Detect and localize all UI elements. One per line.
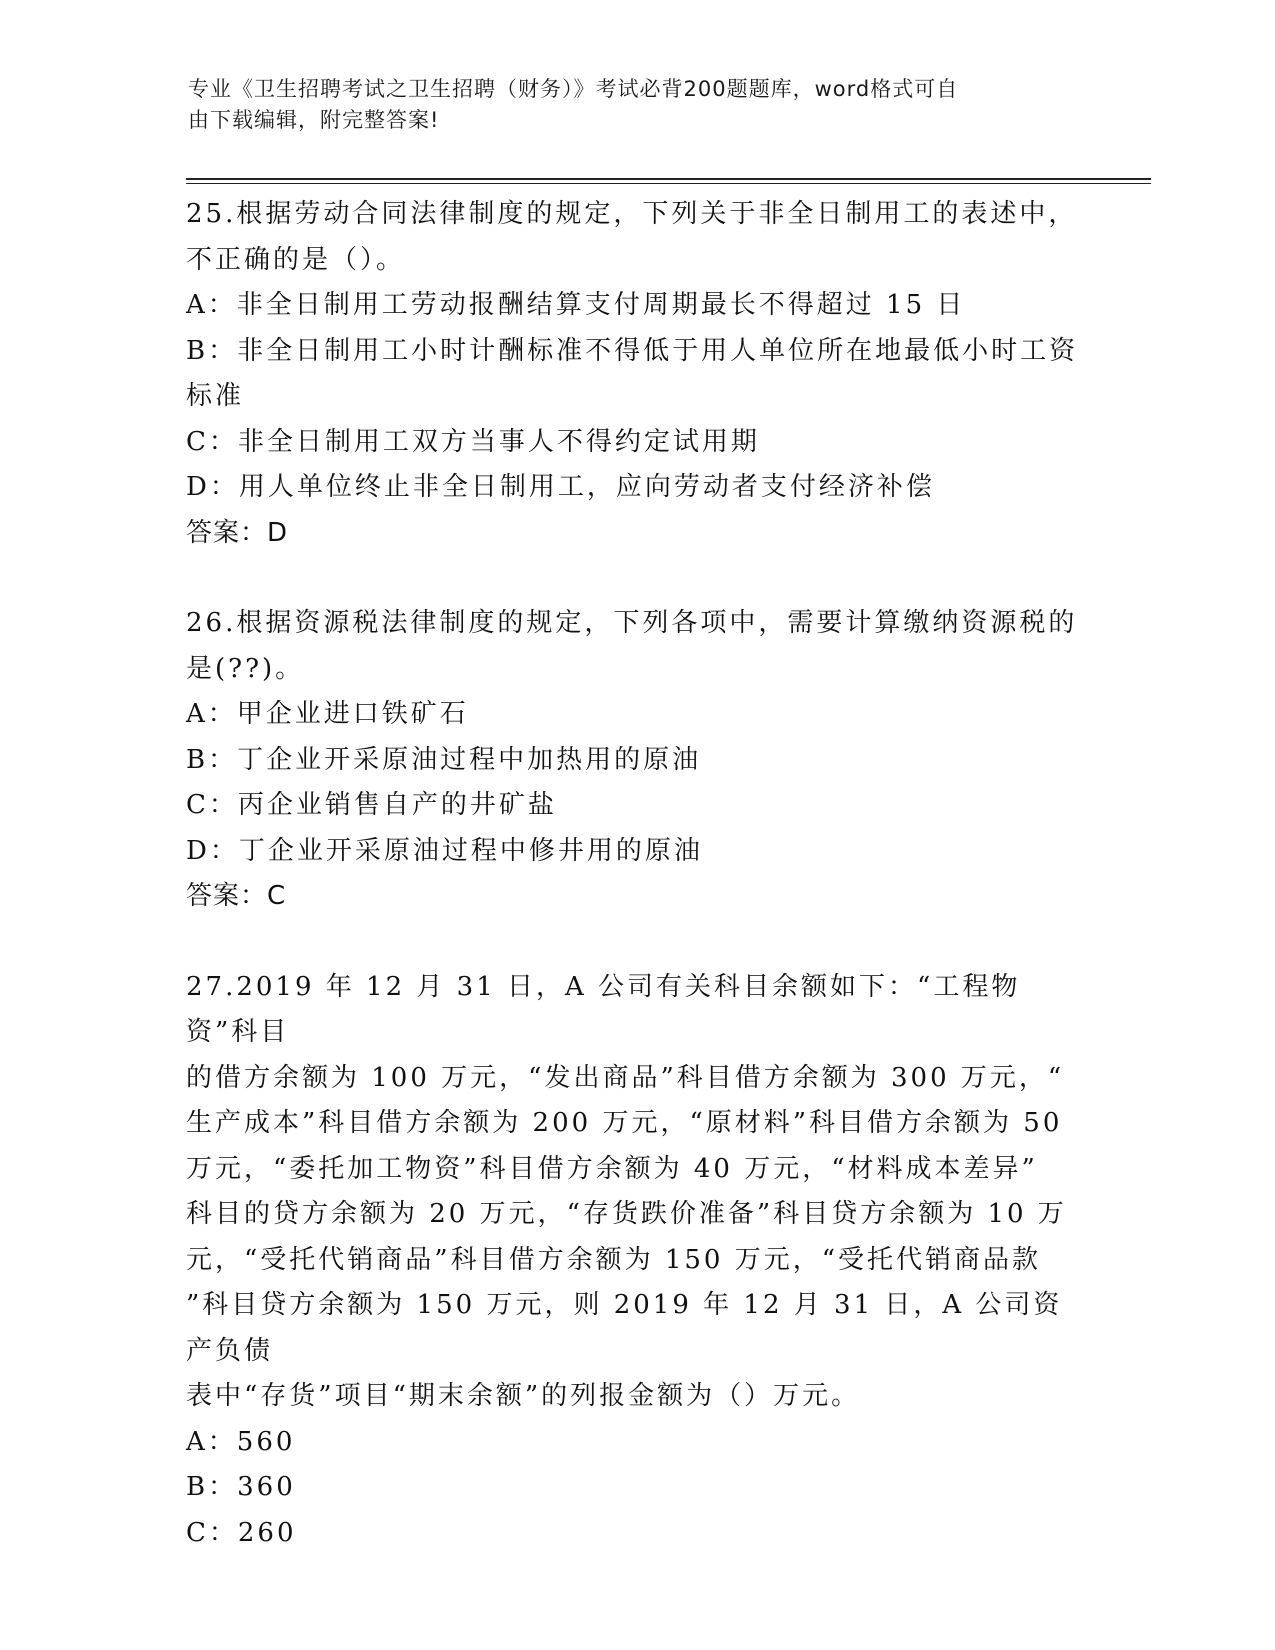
question-text-line: 是(??)。 [186, 653, 305, 684]
question-text-line: 不正确的是（）。 [186, 244, 406, 275]
option-c: C：非全日制用工双方当事人不得约定试用期 [186, 426, 760, 457]
question-block [186, 965, 1086, 1557]
question-text-line: 万元，“委托加工物资”科目借方余额为 40 万元，“材料成本差异” [186, 1153, 1038, 1184]
option-a: A：非全日制用工劳动报酬结算支付周期最长不得超过 15 日 [186, 290, 966, 320]
option-b: B：360 [186, 1472, 296, 1502]
question-block [186, 601, 1086, 920]
option-b-continued: 标准 [186, 381, 245, 411]
option-c: C：260 [186, 1517, 297, 1548]
header-line-2: 由下载编辑，附完整答案! [188, 108, 440, 132]
question-block [186, 192, 1086, 556]
question-text-line: 科目的贷方余额为 20 万元，“存货跌价准备”科目贷方余额为 10 万 [186, 1199, 1067, 1229]
question-text-line: 27.2019 年 12 月 31 日，A 公司有关科目余额如下：“工程物资”科目 [186, 971, 1021, 1047]
option-b: B：丁企业开采原油过程中加热用的原油 [186, 744, 702, 775]
header-line-1: 专业《卫生招聘考试之卫生招聘（财务）》考试必背200题题库，word格式可自 [188, 77, 959, 101]
header-divider-thin [186, 183, 1151, 184]
answer-line: 答案：C [186, 881, 287, 911]
option-d: D：用人单位终止非全日制用工，应向劳动者支付经济补偿 [186, 472, 935, 502]
option-b: B：非全日制用工小时计酬标准不得低于用人单位所在地最低小时工资 [186, 335, 1079, 366]
page-header [188, 74, 1068, 136]
question-text-line: 生产成本”科目借方余额为 200 万元，“原材料”科目借方余额为 50 [186, 1108, 1063, 1138]
question-text-line: 的借方余额为 100 万元，“发出商品”科目借方余额为 300 万元，“ [186, 1062, 1065, 1093]
question-list [186, 192, 1086, 1556]
answer-line: 答案：D [186, 517, 289, 548]
option-a: A：560 [186, 1426, 296, 1457]
option-a: A：甲企业进口铁矿石 [186, 699, 469, 729]
question-text-line: 25.根据劳动合同法律制度的规定，下列关于非全日制用工的表述中， [186, 199, 1078, 229]
option-d: D：丁企业开采原油过程中修井用的原油 [186, 835, 703, 866]
question-text-line: 26.根据资源税法律制度的规定，下列各项中，需要计算缴纳资源税的 [186, 608, 1078, 638]
question-text-line: ”科目贷方余额为 150 万元，则 2019 年 12 月 31 日，A 公司资产负债 [186, 1290, 1063, 1366]
header-divider-thick [186, 178, 1151, 180]
question-text-line: 元，“受托代销商品”科目借方余额为 150 万元，“受托代销商品款 [186, 1244, 1042, 1275]
option-c: C：丙企业销售自产的井矿盐 [186, 790, 557, 820]
question-text-line: 表中“存货”项目“期末余额”的列报金额为（）万元。 [186, 1381, 861, 1411]
